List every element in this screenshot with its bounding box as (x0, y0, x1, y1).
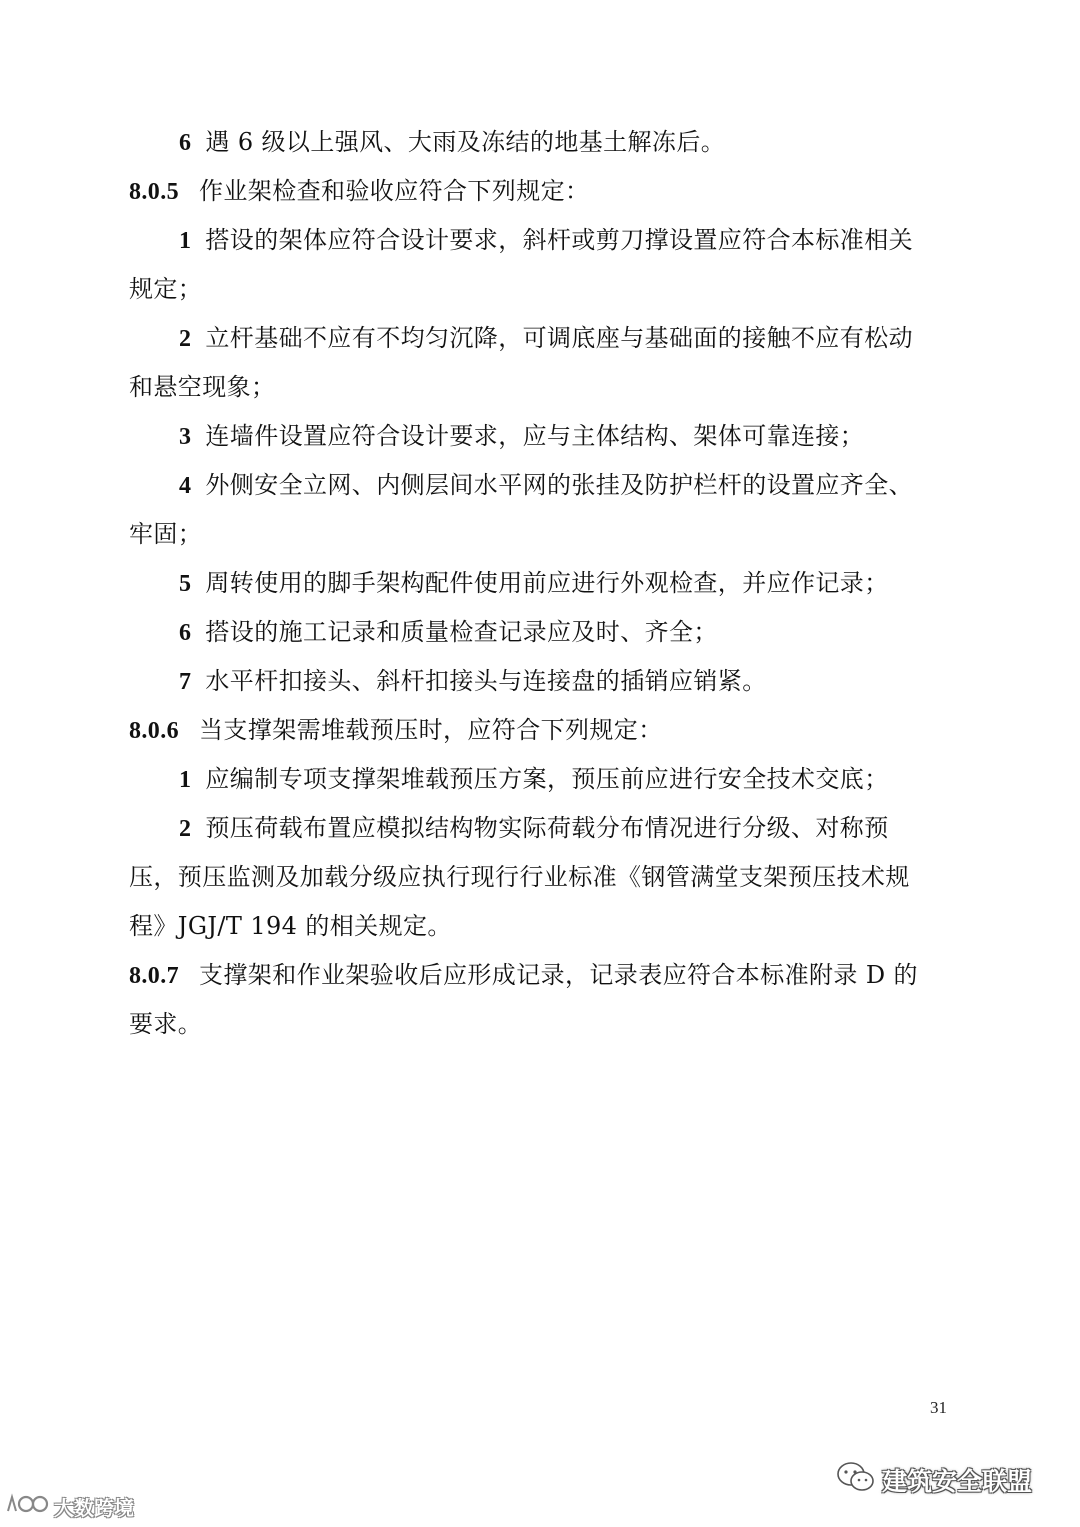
item-line (179, 461, 913, 510)
watermark-right (836, 1460, 1032, 1500)
continuation-line (129, 853, 910, 901)
item-text: 压，预压监测及加载分级应执行现行行业标准《钢管满堂支架预压技术规 (129, 863, 910, 891)
item-text: 周转使用的脚手架构配件使用前应进行外观检查，并应作记录； (205, 569, 889, 597)
item-number: 6 (179, 130, 192, 156)
item-text: 和悬空现象； (129, 373, 276, 401)
section-number: 8.0.6 (129, 718, 179, 744)
item-number: 7 (179, 669, 192, 695)
continuation-line (129, 510, 202, 558)
section-line (129, 167, 589, 216)
watermark-left (4, 1490, 134, 1522)
item-text: 外侧安全立网、内侧层间水平网的张挂及防护栏杆的设置应齐全、 (205, 471, 914, 499)
item-number: 6 (179, 620, 192, 646)
item-text: 程》JGJ/T 194 的相关规定。 (129, 912, 452, 940)
item-text: 连墙件设置应符合设计要求，应与主体结构、架体可靠连接； (205, 422, 865, 450)
wechat-icon (836, 1461, 876, 1499)
section-text: 要求。 (129, 1010, 203, 1038)
page-number: 31 (930, 1398, 947, 1417)
section-number: 8.0.5 (129, 179, 179, 205)
item-line (179, 657, 767, 706)
item-line (179, 559, 889, 608)
section-text: 作业架检查和验收应符合下列规定： (199, 177, 590, 205)
continuation-line (129, 265, 202, 313)
continuation-line (129, 902, 452, 950)
section-line (129, 951, 918, 1000)
item-text: 搭设的施工记录和质量检查记录应及时、齐全； (205, 618, 718, 646)
item-text: 立杆基础不应有不均匀沉降，可调底座与基础面的接触不应有松动 (205, 324, 914, 352)
item-line (179, 804, 889, 853)
item-number: 1 (179, 228, 192, 254)
item-text: 遇 6 级以上强风、大雨及冻结的地基土解冻后。 (205, 128, 726, 156)
item-text: 搭设的架体应符合设计要求，斜杆或剪刀撑设置应符合本标准相关 (205, 226, 914, 254)
item-number: 1 (179, 767, 192, 793)
item-line (179, 314, 913, 363)
item-text: 牢固； (129, 520, 203, 548)
item-line (179, 118, 725, 167)
continuation-line (129, 363, 275, 411)
item-text: 水平杆扣接头、斜杆扣接头与连接盘的插销应销紧。 (205, 667, 767, 695)
section-text: 当支撑架需堆载预压时，应符合下列规定： (199, 716, 663, 744)
section-text: 支撑架和作业架验收后应形成记录，记录表应符合本标准附录 D 的 (199, 961, 918, 989)
item-line (179, 755, 889, 804)
item-text: 应编制专项支撑架堆载预压方案，预压前应进行安全技术交底； (205, 765, 889, 793)
watermark-left-text: 大数跨境 (54, 1495, 134, 1520)
item-line (179, 216, 913, 265)
logo-icon (4, 1491, 50, 1521)
section-number: 8.0.7 (129, 963, 179, 989)
watermark-right-text: 建筑安全联盟 (882, 1467, 1033, 1496)
continuation-line (129, 1000, 202, 1048)
section-line (129, 706, 663, 755)
item-number: 2 (179, 326, 192, 352)
item-line (179, 412, 864, 461)
item-text: 预压荷载布置应模拟结构物实际荷载分布情况进行分级、对称预 (205, 814, 889, 842)
item-number: 3 (179, 424, 192, 450)
item-text: 规定； (129, 275, 203, 303)
item-line (179, 608, 718, 657)
item-number: 2 (179, 816, 192, 842)
item-number: 5 (179, 571, 192, 597)
item-number: 4 (179, 473, 192, 499)
